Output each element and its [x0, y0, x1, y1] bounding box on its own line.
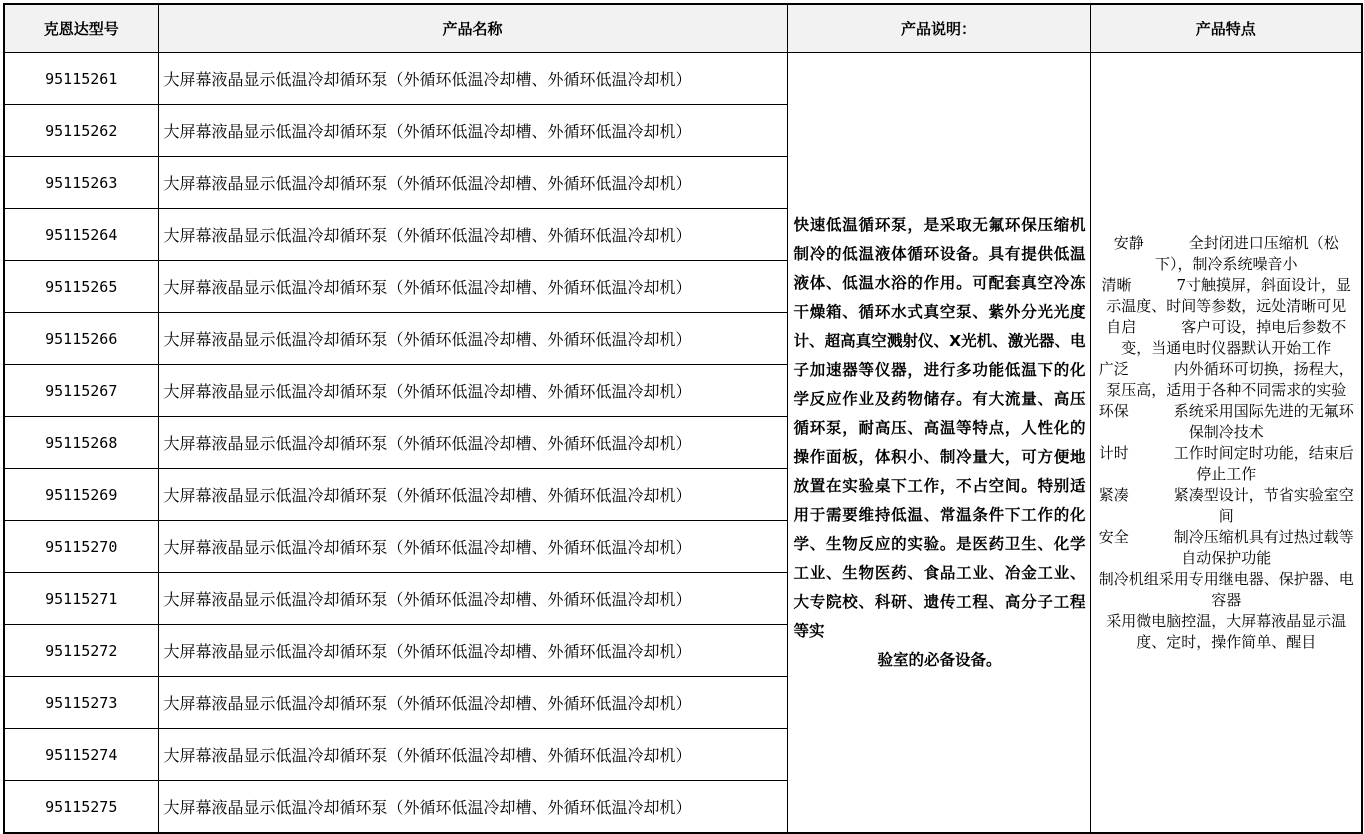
header-description: 产品说明： — [787, 4, 1090, 53]
model-cell: 95115271 — [4, 573, 158, 625]
description-text: 快速低温循环泵，是采取无氟环保压缩机制冷的低温液体循环设备。具有提供低温液体、低温水浴的作用。可配套真空冷冻干燥箱、循环水式真空泵、紫外分光光度计、超高真空溅射仪、X光机、激光器、电子加速器等仪器，进行多功能低温下的化学反应作业及药物储存。有大流量、高压循环泵，耐高压、高温等特点，人性化的操作面板，体积小、制冷量大，可方便地放置在实验桌下工作，不占空间。特别适用于需要维持低温、常温条件下工作的化学、生物反应的实验。是医药卫生、化学工业、生物医药、食品工业、冶金工业、大专院校、科研、遗传工程、高分子工程等实 — [793, 215, 1086, 640]
model-cell: 95115264 — [4, 209, 158, 261]
product-name-cell: 大屏幕液晶显示低温冷却循环泵（外循环低温冷却槽、外循环低温冷却机） — [158, 729, 787, 781]
description-cell — [787, 53, 1090, 834]
product-name-cell: 大屏幕液晶显示低温冷却循环泵（外循环低温冷却槽、外循环低温冷却机） — [158, 209, 787, 261]
product-name-cell: 大屏幕液晶显示低温冷却循环泵（外循环低温冷却槽、外循环低温冷却机） — [158, 781, 787, 834]
feature-item: 安静 全封闭进口压缩机（松下），制冷系统噪音小 — [1113, 233, 1339, 273]
table-row — [4, 53, 1362, 105]
product-name-cell: 大屏幕液晶显示低温冷却循环泵（外循环低温冷却槽、外循环低温冷却机） — [158, 521, 787, 573]
features-cell — [1090, 53, 1362, 834]
model-cell: 95115265 — [4, 261, 158, 313]
model-cell: 95115263 — [4, 157, 158, 209]
model-cell: 95115266 — [4, 313, 158, 365]
model-cell: 95115274 — [4, 729, 158, 781]
model-cell: 95115261 — [4, 53, 158, 105]
feature-item: 安全 制冷压缩机具有过热过载等自动保护功能 — [1098, 527, 1354, 567]
feature-item: 环保 系统采用国际先进的无氟环保制冷技术 — [1098, 401, 1354, 441]
product-name-cell: 大屏幕液晶显示低温冷却循环泵（外循环低温冷却槽、外循环低温冷却机） — [158, 157, 787, 209]
model-cell: 95115272 — [4, 625, 158, 677]
feature-item: 制冷机组采用专用继电器、保护器、电容器 — [1098, 569, 1354, 609]
product-name-cell: 大屏幕液晶显示低温冷却循环泵（外循环低温冷却槽、外循环低温冷却机） — [158, 365, 787, 417]
product-name-cell: 大屏幕液晶显示低温冷却循环泵（外循环低温冷却槽、外循环低温冷却机） — [158, 53, 787, 105]
product-name-cell: 大屏幕液晶显示低温冷却循环泵（外循环低温冷却槽、外循环低温冷却机） — [158, 469, 787, 521]
table-body — [4, 53, 1362, 834]
header-model: 克恩达型号 — [4, 4, 158, 53]
product-name-cell: 大屏幕液晶显示低温冷却循环泵（外循环低温冷却槽、外循环低温冷却机） — [158, 677, 787, 729]
product-name-cell: 大屏幕液晶显示低温冷却循环泵（外循环低温冷却槽、外循环低温冷却机） — [158, 417, 787, 469]
product-name-cell: 大屏幕液晶显示低温冷却循环泵（外循环低温冷却槽、外循环低温冷却机） — [158, 313, 787, 365]
product-name-cell: 大屏幕液晶显示低温冷却循环泵（外循环低温冷却槽、外循环低温冷却机） — [158, 573, 787, 625]
feature-item: 清晰 7寸触摸屏，斜面设计，显示温度、时间等参数，远处清晰可见 — [1101, 275, 1352, 315]
feature-item: 广泛 内外循环可切换，扬程大，泵压高，适用于各种不同需求的实验 — [1098, 359, 1354, 399]
product-name-cell: 大屏幕液晶显示低温冷却循环泵（外循环低温冷却槽、外循环低温冷却机） — [158, 105, 787, 157]
feature-item: 紧凑 紧凑型设计，节省实验室空间 — [1098, 485, 1354, 525]
header-name: 产品名称 — [158, 4, 787, 53]
model-cell: 95115267 — [4, 365, 158, 417]
feature-item: 计时 工作时间定时功能，结束后停止工作 — [1098, 443, 1354, 483]
product-name-cell: 大屏幕液晶显示低温冷却循环泵（外循环低温冷却槽、外循环低温冷却机） — [158, 261, 787, 313]
feature-item: 采用微电脑控温，大屏幕液晶显示温度、定时，操作简单、醒目 — [1106, 611, 1347, 651]
model-cell: 95115268 — [4, 417, 158, 469]
product-name-cell: 大屏幕液晶显示低温冷却循环泵（外循环低温冷却槽、外循环低温冷却机） — [158, 625, 787, 677]
header-features: 产品特点 — [1090, 4, 1362, 53]
header-row — [4, 4, 1362, 53]
model-cell: 95115262 — [4, 105, 158, 157]
model-cell: 95115269 — [4, 469, 158, 521]
model-cell: 95115275 — [4, 781, 158, 834]
feature-item: 自启 客户可设，掉电后参数不变，当通电时仪器默认开始工作 — [1106, 317, 1347, 357]
product-table — [3, 3, 1363, 834]
description-tail: 验室的必备设备。 — [877, 650, 1002, 669]
model-cell: 95115273 — [4, 677, 158, 729]
model-cell: 95115270 — [4, 521, 158, 573]
